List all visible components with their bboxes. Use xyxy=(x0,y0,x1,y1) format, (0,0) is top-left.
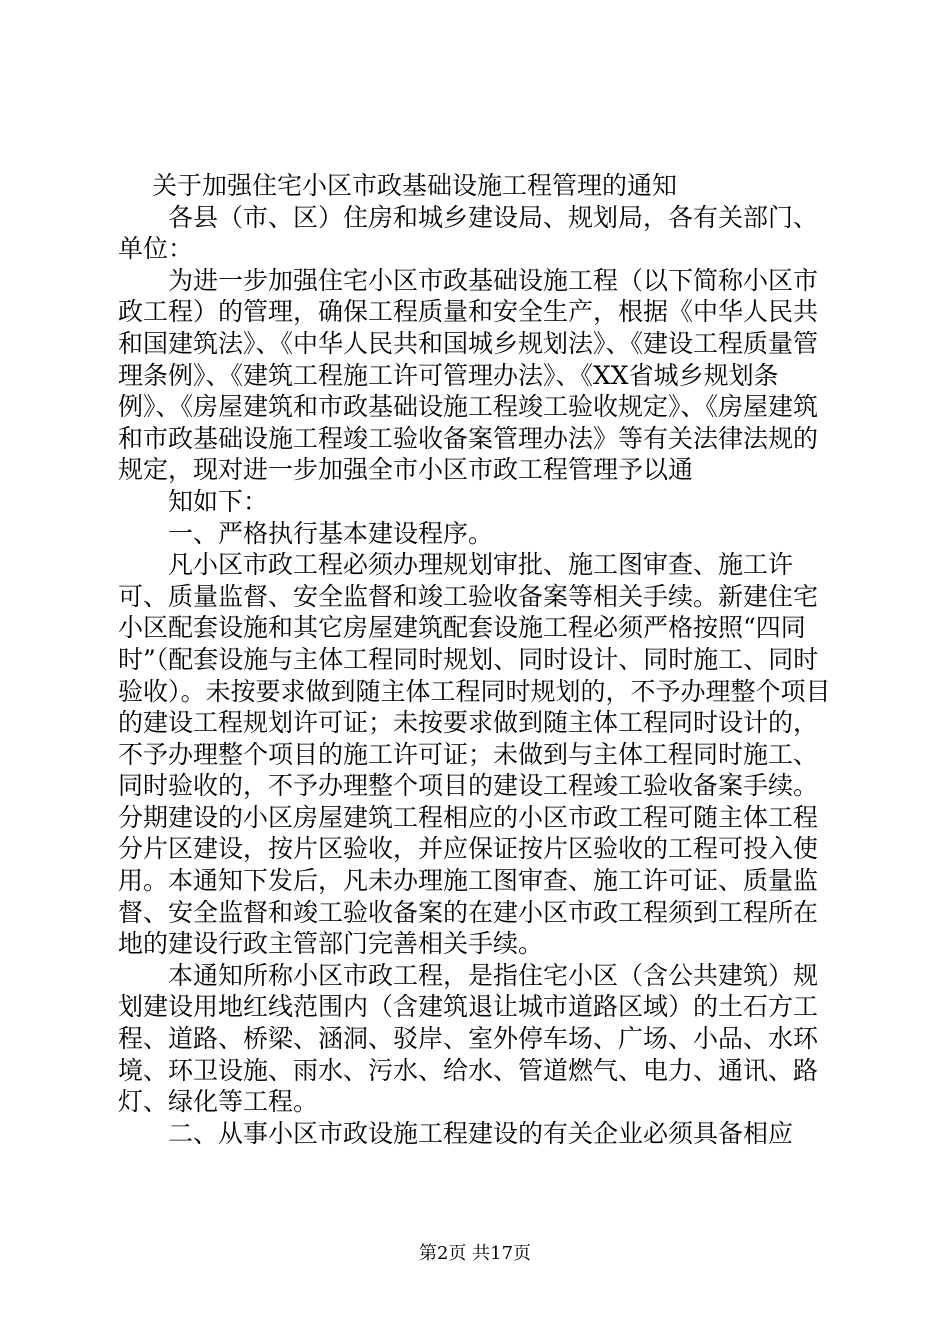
section-heading: 二、从事小区市政设施工程建设的有关企业必须具备相应 xyxy=(168,1118,794,1148)
body-paragraph: 本通知所称小区市政工程，是指住宅小区（含公共建筑）规划建设用地红线范围内（含建筑退让城市道路区域）的土石方工程、道路、桥梁、涵洞、驳岸、室外停车场、广场、小品、水环境、环卫设施、雨水、污水、给水、管道燃气、电力、通讯、路灯、绿化等工程。 xyxy=(118,960,819,1117)
section-heading: 一、严格执行基本建设程序。 xyxy=(168,518,494,548)
document-body xyxy=(118,170,838,1149)
page-number-footer: 第2页 共17页 xyxy=(418,1243,532,1264)
notice-title: 关于加强住宅小区市政基础设施工程管理的通知 xyxy=(152,171,678,200)
body-paragraph: 知如下： xyxy=(168,486,269,516)
body-paragraph: 凡小区市政工程必须办理规划审批、施工图审查、施工许可、质量监督、安全监督和竣工验收备案等相关手续。新建住宅小区配套设施和其它房屋建筑配套设施工程必须严格按照“四同时”（配套设施与主体工程同时规划、同时设计、同时施工、同时验收）。未按要求做到随主体工程同时规划的，不予办理整个项目的建设工程规划许可证；未按要求做到随主体工程同时设计的，不予办理整个项目的施工许可证；未做到与主体工程同时施工、同时验收的，不予办理整个项目的建设工程竣工验收备案手续。分期建设的小区房屋建筑工程相应的小区市政工程可随主体工程分片区建设，按片区验收，并应保证按片区验收的工程可投入使用。本通知下发后，凡未办理施工图审查、施工许可证、质量监督、安全监督和竣工验收备案的在建小区市政工程须到工程所在地的建设行政主管部门完善相关手续。 xyxy=(118,550,831,959)
body-paragraph: 为进一步加强住宅小区市政基础设施工程（以下简称小区市政工程）的管理，确保工程质量和安全生产，根据《中华人民共和国建筑法》、《中华人民共和国城乡规划法》、《建设工程质量管理条例》、《建筑工程施工许可管理办法》、《XX省城乡规划条例》、《房屋建筑和市政基础设施工程竣工验收规定》、《房屋建筑和市政基础设施工程竣工验收备案管理办法》等有关法律法规的规定，现对进一步加强全市小区市政工程管理予以通 xyxy=(118,265,819,485)
addressee-paragraph: 各县（市、区）住房和城乡建设局、规划局，各有关部门、单位： xyxy=(118,202,819,264)
